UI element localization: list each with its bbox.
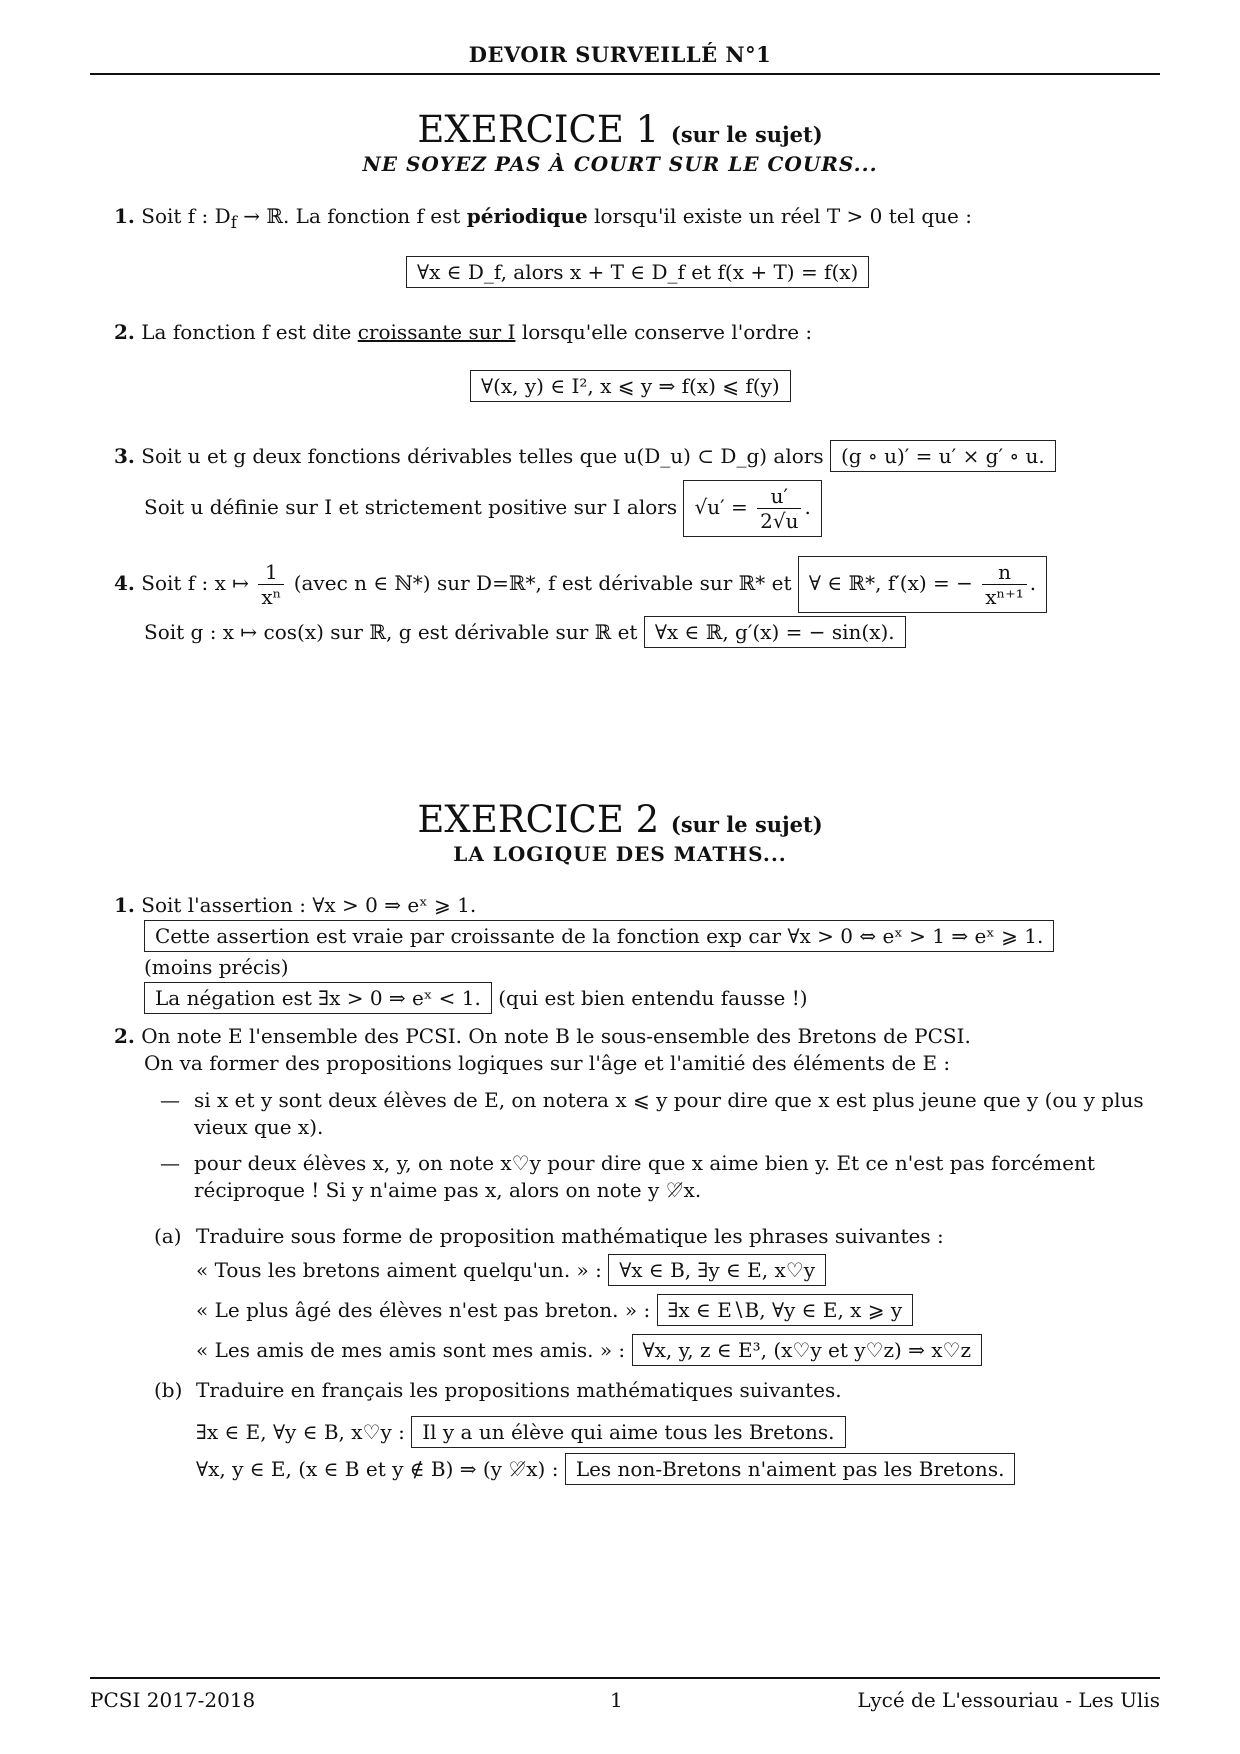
fraction-numerator: 1 xyxy=(258,560,284,585)
ex2-q1-comment: (qui est bien entendu fausse !) xyxy=(498,986,808,1010)
q3-answer-box-2 xyxy=(683,480,821,537)
ex2-question-1 xyxy=(114,893,476,917)
bullet-2-line-1: pour deux élèves x, y, on note x♡y pour dire que x aime bien y. Et ce n'est pas forcément xyxy=(194,1151,1095,1175)
ex2-q1-answer-box: Cette assertion est vraie par croissante de la fonction exp car ∀x > 0 ⇔ eˣ > 1 ⇒ eˣ ⩾ 1. xyxy=(144,920,1054,952)
question-number: 1. xyxy=(114,893,135,917)
part-a-instruction: Traduire sous forme de proposition mathématique les phrases suivantes : xyxy=(196,1224,944,1248)
part-a-label: (a) xyxy=(154,1224,182,1248)
part-a-item-1-box: ∀x ∈ B, ∃y ∈ E, x♡y xyxy=(608,1254,826,1286)
exercise-1-title-text: EXERCICE 1 xyxy=(417,108,660,151)
question-number: 2. xyxy=(114,1024,135,1048)
q1-answer-box: ∀x ∈ D_f, alors x + T ∈ D_f et f(x + T) = f(x) xyxy=(406,256,869,288)
ex2-q1-negation xyxy=(144,982,808,1014)
bullet-2-line-2: réciproque ! Si y n'aime pas x, alors on note y ♡̸x. xyxy=(194,1178,702,1202)
part-a-item-3-box: ∀x, y, z ∈ E³, (x♡y et y♡z) ⇒ x♡z xyxy=(632,1334,983,1366)
q4-box-fraction xyxy=(982,560,1027,609)
ex1-question-2 xyxy=(114,320,812,344)
part-b-item-1-box: Il y a un élève qui aime tous les Bretons. xyxy=(411,1416,845,1448)
question-number: 1. xyxy=(114,204,135,228)
document-header-title: DEVOIR SURVEILLÉ N°1 xyxy=(468,42,772,67)
question-number: 3. xyxy=(114,444,135,468)
footer-right: Lycé de L'essouriau - Les Ulis xyxy=(857,1688,1160,1712)
part-a-item-2 xyxy=(196,1294,913,1326)
q1-subscript: f xyxy=(230,213,237,232)
q2-text-part: La fonction f est dite xyxy=(141,320,358,344)
exercise-2-title-text: EXERCICE 2 xyxy=(417,798,660,841)
ex2-question-2 xyxy=(114,1024,971,1048)
bullet-dash: — xyxy=(160,1151,180,1175)
part-b-item-2-box: Les non-Bretons n'aiment pas les Bretons. xyxy=(565,1453,1016,1485)
q3-box2-end: . xyxy=(804,495,811,519)
fraction-denominator: xⁿ⁺¹ xyxy=(985,585,1024,609)
exercise-2-subtitle: LA LOGIQUE DES MATHS... xyxy=(453,842,787,866)
exercise-2-title-note: (sur le sujet) xyxy=(670,812,823,837)
q4-text-part: Soit f : x ↦ xyxy=(141,571,250,595)
footer-page-number: 1 xyxy=(610,1688,623,1712)
q4-box-end: . xyxy=(1029,571,1037,595)
q4-answer-box-2: ∀x ∈ ℝ, g′(x) = − sin(x). xyxy=(644,616,906,648)
exercise-1-title xyxy=(0,108,1240,151)
ex1-question-4-part-2 xyxy=(144,616,906,648)
footer-left: PCSI 2017-2018 xyxy=(90,1688,256,1712)
ex2-q2-text-2: On va former des propositions logiques sur l'âge et l'amitié des éléments de E : xyxy=(144,1051,951,1075)
fraction-denominator: 2√u xyxy=(760,509,799,533)
part-b-instruction: Traduire en français les propositions mathématiques suivantes. xyxy=(196,1378,842,1402)
ex2-q1-negation-box: La négation est ∃x > 0 ⇒ eˣ < 1. xyxy=(144,982,492,1014)
part-a-item-2-box: ∃x ∈ E∖B, ∀y ∈ E, x ⩾ y xyxy=(657,1294,914,1326)
fraction-numerator: n xyxy=(982,560,1027,585)
header-rule xyxy=(90,73,1160,75)
ex1-question-4 xyxy=(114,556,1047,613)
part-a-item-3 xyxy=(196,1334,982,1366)
ex2-q1-text: Soit l'assertion : ∀x > 0 ⇒ eˣ ⩾ 1. xyxy=(141,893,477,917)
q3-answer-box: (g ∘ u)′ = u′ × g′ ∘ u. xyxy=(830,440,1056,472)
ex2-q2-text: On note E l'ensemble des PCSI. On note B le sous-ensemble des Bretons de PCSI. xyxy=(141,1024,971,1048)
exercise-1-title-note: (sur le sujet) xyxy=(670,122,823,147)
question-number: 4. xyxy=(114,571,135,595)
q4-box-lhs: ∀ ∈ ℝ*, f′(x) = − xyxy=(808,571,973,595)
q4-text-part: Soit g : x ↦ cos(x) sur ℝ, g est dérivable sur ℝ et xyxy=(144,620,638,644)
part-b-item-1 xyxy=(196,1416,846,1448)
q2-answer-box: ∀(x, y) ∈ I², x ⩽ y ⇒ f(x) ⩽ f(y) xyxy=(470,370,791,402)
bullet-1-line-1: si x et y sont deux élèves de E, on notera x ⩽ y pour dire que x est plus jeune que y (ou y plus xyxy=(194,1088,1144,1112)
q1-text-part: → ℝ. La fonction f est xyxy=(236,204,467,228)
ex1-q1-answer xyxy=(406,256,869,288)
q4-fraction xyxy=(258,560,284,609)
q3-box2-fraction xyxy=(757,484,801,533)
q3-text-part: Soit u et g deux fonctions dérivables telles que u(D_u) ⊂ D_g) alors xyxy=(141,444,824,468)
q1-text-part: lorsqu'il existe un réel T > 0 tel que : xyxy=(587,204,972,228)
ex2-q1-answer xyxy=(144,920,1054,952)
fraction-denominator: xⁿ xyxy=(261,585,282,609)
part-b-item-2-text: ∀x, y ∈ E, (x ∈ B et y ∉ B) ⇒ (y ♡̸x) : xyxy=(196,1457,559,1481)
q3-box2-lhs: √u′ = xyxy=(694,495,748,519)
part-b-item-1-text: ∃x ∈ E, ∀y ∈ B, x♡y : xyxy=(196,1420,405,1444)
exercise-1-subtitle: NE SOYEZ PAS À COURT SUR LE COURS... xyxy=(362,152,878,176)
part-a-item-1-text: « Tous les bretons aiment quelqu'un. » : xyxy=(196,1258,602,1282)
q4-answer-box xyxy=(798,556,1047,613)
part-b-label: (b) xyxy=(154,1378,183,1402)
q1-text-part: Soit f : D xyxy=(141,204,231,228)
ex1-question-1 xyxy=(114,204,972,232)
fraction-numerator: u′ xyxy=(757,484,801,509)
q4-text-part: (avec n ∈ ℕ*) sur D=ℝ*, f est dérivable sur ℝ* et xyxy=(293,571,792,595)
bullet-dash: — xyxy=(160,1088,180,1112)
q3-text-part: Soit u définie sur I et strictement positive sur I alors xyxy=(144,495,678,519)
bullet-1-line-2: vieux que x). xyxy=(194,1115,324,1139)
footer-rule xyxy=(90,1677,1160,1679)
question-number: 2. xyxy=(114,320,135,344)
q1-bold-term: périodique xyxy=(466,204,588,228)
part-a-item-1 xyxy=(196,1254,826,1286)
q2-underlined-term: croissante sur I xyxy=(357,320,516,344)
ex1-question-3 xyxy=(114,440,1056,472)
ex2-q1-note: (moins précis) xyxy=(144,955,289,979)
q2-text-part: lorsqu'elle conserve l'ordre : xyxy=(515,320,813,344)
part-a-item-2-text: « Le plus âgé des élèves n'est pas breton. » : xyxy=(196,1298,651,1322)
ex1-question-3-part-2 xyxy=(144,480,822,537)
ex1-q2-answer xyxy=(470,370,791,402)
exercise-2-title xyxy=(0,798,1240,841)
part-a-item-3-text: « Les amis de mes amis sont mes amis. » : xyxy=(196,1338,626,1362)
part-b-item-2 xyxy=(196,1453,1015,1485)
